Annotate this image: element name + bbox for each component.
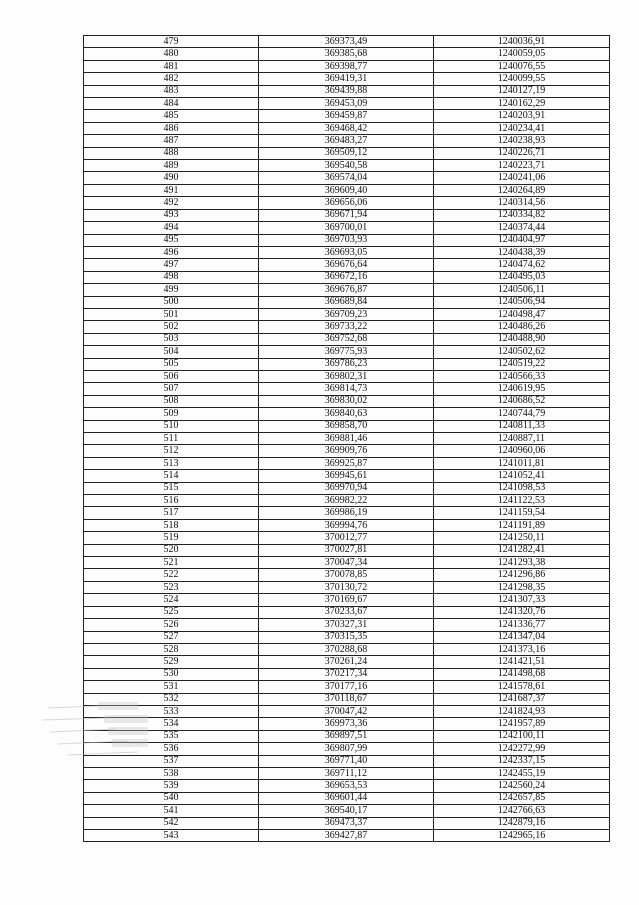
x-coordinate-cell: 369373,49 [259, 36, 434, 48]
table-row [84, 495, 610, 507]
x-coordinate-cell: 369700,01 [259, 222, 434, 234]
table-row [84, 321, 610, 333]
y-coordinate-cell: 1240334,82 [434, 209, 610, 221]
table-row [84, 544, 610, 556]
table-row [84, 656, 610, 668]
table-row [84, 408, 610, 420]
x-coordinate-cell: 369973,36 [259, 718, 434, 730]
y-coordinate-cell: 1240226,71 [434, 147, 610, 159]
y-coordinate-cell: 1242100,11 [434, 730, 610, 742]
y-coordinate-cell: 1240744,79 [434, 408, 610, 420]
y-coordinate-cell: 1241296,86 [434, 569, 610, 581]
table-row [84, 830, 610, 842]
point-number-cell: 501 [84, 308, 259, 320]
y-coordinate-cell: 1241307,33 [434, 594, 610, 606]
point-number-cell: 500 [84, 296, 259, 308]
y-coordinate-cell: 1242766,63 [434, 805, 610, 817]
y-coordinate-cell: 1240127,19 [434, 85, 610, 97]
y-coordinate-cell: 1240223,71 [434, 160, 610, 172]
x-coordinate-cell: 369689,84 [259, 296, 434, 308]
table-row [84, 581, 610, 593]
y-coordinate-cell: 1240264,89 [434, 184, 610, 196]
y-coordinate-cell: 1242657,85 [434, 792, 610, 804]
y-coordinate-cell: 1240566,33 [434, 370, 610, 382]
point-number-cell: 482 [84, 73, 259, 85]
x-coordinate-cell: 370217,34 [259, 668, 434, 680]
x-coordinate-cell: 369453,09 [259, 98, 434, 110]
y-coordinate-cell: 1240619,95 [434, 383, 610, 395]
table-row [84, 160, 610, 172]
x-coordinate-cell: 369970,94 [259, 482, 434, 494]
point-number-cell: 479 [84, 36, 259, 48]
point-number-cell: 518 [84, 519, 259, 531]
y-coordinate-cell: 1240519,22 [434, 358, 610, 370]
x-coordinate-cell: 369473,37 [259, 817, 434, 829]
table-row [84, 197, 610, 209]
x-coordinate-cell: 370047,42 [259, 705, 434, 717]
point-number-cell: 513 [84, 457, 259, 469]
y-coordinate-cell: 1241098,53 [434, 482, 610, 494]
table-row [84, 705, 610, 717]
table-row [84, 730, 610, 742]
y-coordinate-cell: 1242272,99 [434, 743, 610, 755]
x-coordinate-cell: 370169,67 [259, 594, 434, 606]
y-coordinate-cell: 1240811,33 [434, 420, 610, 432]
point-number-cell: 535 [84, 730, 259, 742]
table-row [84, 718, 610, 730]
x-coordinate-cell: 370177,16 [259, 681, 434, 693]
point-number-cell: 492 [84, 197, 259, 209]
y-coordinate-cell: 1240502,62 [434, 346, 610, 358]
point-number-cell: 490 [84, 172, 259, 184]
y-coordinate-cell: 1240474,62 [434, 259, 610, 271]
point-number-cell: 516 [84, 495, 259, 507]
point-number-cell: 484 [84, 98, 259, 110]
point-number-cell: 483 [84, 85, 259, 97]
table-row [84, 135, 610, 147]
table-row [84, 122, 610, 134]
y-coordinate-cell: 1240498,47 [434, 308, 610, 320]
y-coordinate-cell: 1240404,97 [434, 234, 610, 246]
point-number-cell: 507 [84, 383, 259, 395]
table-row [84, 780, 610, 792]
point-number-cell: 499 [84, 284, 259, 296]
coordinates-table-body [84, 36, 610, 842]
point-number-cell: 543 [84, 830, 259, 842]
y-coordinate-cell: 1240960,06 [434, 445, 610, 457]
table-row [84, 606, 610, 618]
y-coordinate-cell: 1240234,41 [434, 122, 610, 134]
y-coordinate-cell: 1241293,38 [434, 557, 610, 569]
y-coordinate-cell: 1241320,76 [434, 606, 610, 618]
y-coordinate-cell: 1241347,04 [434, 631, 610, 643]
table-row [84, 519, 610, 531]
point-number-cell: 496 [84, 246, 259, 258]
x-coordinate-cell: 369693,05 [259, 246, 434, 258]
point-number-cell: 489 [84, 160, 259, 172]
point-number-cell: 530 [84, 668, 259, 680]
x-coordinate-cell: 369427,87 [259, 830, 434, 842]
x-coordinate-cell: 369945,61 [259, 470, 434, 482]
y-coordinate-cell: 1240686,52 [434, 395, 610, 407]
table-row [84, 246, 610, 258]
table-row [84, 457, 610, 469]
table-row [84, 470, 610, 482]
x-coordinate-cell: 369656,06 [259, 197, 434, 209]
x-coordinate-cell: 369925,87 [259, 457, 434, 469]
x-coordinate-cell: 369672,16 [259, 271, 434, 283]
table-row [84, 73, 610, 85]
x-coordinate-cell: 370233,67 [259, 606, 434, 618]
x-coordinate-cell: 369653,53 [259, 780, 434, 792]
x-coordinate-cell: 369676,87 [259, 284, 434, 296]
x-coordinate-cell: 369711,12 [259, 767, 434, 779]
point-number-cell: 526 [84, 619, 259, 631]
x-coordinate-cell: 370012,77 [259, 532, 434, 544]
point-number-cell: 493 [84, 209, 259, 221]
x-coordinate-cell: 370327,31 [259, 619, 434, 631]
point-number-cell: 528 [84, 643, 259, 655]
y-coordinate-cell: 1241052,41 [434, 470, 610, 482]
y-coordinate-cell: 1240438,39 [434, 246, 610, 258]
point-number-cell: 510 [84, 420, 259, 432]
x-coordinate-cell: 369419,31 [259, 73, 434, 85]
point-number-cell: 523 [84, 581, 259, 593]
y-coordinate-cell: 1241159,54 [434, 507, 610, 519]
point-number-cell: 524 [84, 594, 259, 606]
y-coordinate-cell: 1241957,89 [434, 718, 610, 730]
table-row [84, 532, 610, 544]
point-number-cell: 505 [84, 358, 259, 370]
x-coordinate-cell: 370118,67 [259, 693, 434, 705]
point-number-cell: 514 [84, 470, 259, 482]
table-row [84, 110, 610, 122]
y-coordinate-cell: 1240506,94 [434, 296, 610, 308]
table-row [84, 48, 610, 60]
point-number-cell: 522 [84, 569, 259, 581]
y-coordinate-cell: 1241824,93 [434, 705, 610, 717]
y-coordinate-cell: 1240506,11 [434, 284, 610, 296]
x-coordinate-cell: 369676,64 [259, 259, 434, 271]
point-number-cell: 537 [84, 755, 259, 767]
y-coordinate-cell: 1240036,91 [434, 36, 610, 48]
y-coordinate-cell: 1240059,05 [434, 48, 610, 60]
table-row [84, 284, 610, 296]
coordinates-table [83, 35, 610, 842]
table-row [84, 36, 610, 48]
point-number-cell: 498 [84, 271, 259, 283]
x-coordinate-cell: 369858,70 [259, 420, 434, 432]
x-coordinate-cell: 369601,44 [259, 792, 434, 804]
table-row [84, 681, 610, 693]
point-number-cell: 512 [84, 445, 259, 457]
y-coordinate-cell: 1240495,03 [434, 271, 610, 283]
x-coordinate-cell: 369909,76 [259, 445, 434, 457]
x-coordinate-cell: 369786,23 [259, 358, 434, 370]
point-number-cell: 515 [84, 482, 259, 494]
point-number-cell: 539 [84, 780, 259, 792]
table-row [84, 507, 610, 519]
y-coordinate-cell: 1240099,55 [434, 73, 610, 85]
y-coordinate-cell: 1241578,61 [434, 681, 610, 693]
x-coordinate-cell: 369982,22 [259, 495, 434, 507]
x-coordinate-cell: 370261,24 [259, 656, 434, 668]
table-row [84, 631, 610, 643]
table-row [84, 308, 610, 320]
table-row [84, 271, 610, 283]
x-coordinate-cell: 369802,31 [259, 370, 434, 382]
table-row [84, 693, 610, 705]
point-number-cell: 487 [84, 135, 259, 147]
y-coordinate-cell: 1241498,68 [434, 668, 610, 680]
x-coordinate-cell: 370047,34 [259, 557, 434, 569]
point-number-cell: 495 [84, 234, 259, 246]
point-number-cell: 529 [84, 656, 259, 668]
point-number-cell: 506 [84, 370, 259, 382]
table-row [84, 222, 610, 234]
point-number-cell: 497 [84, 259, 259, 271]
x-coordinate-cell: 369509,12 [259, 147, 434, 159]
x-coordinate-cell: 369830,02 [259, 395, 434, 407]
x-coordinate-cell: 369540,17 [259, 805, 434, 817]
y-coordinate-cell: 1240488,90 [434, 333, 610, 345]
x-coordinate-cell: 369671,94 [259, 209, 434, 221]
x-coordinate-cell: 369775,93 [259, 346, 434, 358]
point-number-cell: 540 [84, 792, 259, 804]
table-row [84, 792, 610, 804]
table-row [84, 234, 610, 246]
point-number-cell: 525 [84, 606, 259, 618]
table-row [84, 358, 610, 370]
table-row [84, 569, 610, 581]
x-coordinate-cell: 369609,40 [259, 184, 434, 196]
x-coordinate-cell: 369385,68 [259, 48, 434, 60]
table-row [84, 619, 610, 631]
point-number-cell: 536 [84, 743, 259, 755]
x-coordinate-cell: 369986,19 [259, 507, 434, 519]
y-coordinate-cell: 1242879,16 [434, 817, 610, 829]
point-number-cell: 486 [84, 122, 259, 134]
point-number-cell: 521 [84, 557, 259, 569]
point-number-cell: 491 [84, 184, 259, 196]
point-number-cell: 519 [84, 532, 259, 544]
point-number-cell: 502 [84, 321, 259, 333]
y-coordinate-cell: 1241250,11 [434, 532, 610, 544]
x-coordinate-cell: 369840,63 [259, 408, 434, 420]
table-row [84, 805, 610, 817]
x-coordinate-cell: 369439,88 [259, 85, 434, 97]
point-number-cell: 541 [84, 805, 259, 817]
point-number-cell: 504 [84, 346, 259, 358]
table-row [84, 333, 610, 345]
x-coordinate-cell: 369468,42 [259, 122, 434, 134]
point-number-cell: 534 [84, 718, 259, 730]
table-row [84, 755, 610, 767]
table-row [84, 184, 610, 196]
y-coordinate-cell: 1240162,29 [434, 98, 610, 110]
x-coordinate-cell: 369881,46 [259, 433, 434, 445]
y-coordinate-cell: 1242455,19 [434, 767, 610, 779]
point-number-cell: 520 [84, 544, 259, 556]
y-coordinate-cell: 1240486,26 [434, 321, 610, 333]
point-number-cell: 494 [84, 222, 259, 234]
x-coordinate-cell: 369483,27 [259, 135, 434, 147]
point-number-cell: 509 [84, 408, 259, 420]
table-row [84, 743, 610, 755]
x-coordinate-cell: 370027,81 [259, 544, 434, 556]
y-coordinate-cell: 1241282,41 [434, 544, 610, 556]
table-row [84, 98, 610, 110]
point-number-cell: 531 [84, 681, 259, 693]
table-row [84, 445, 610, 457]
x-coordinate-cell: 369897,51 [259, 730, 434, 742]
x-coordinate-cell: 369752,68 [259, 333, 434, 345]
y-coordinate-cell: 1240076,55 [434, 60, 610, 72]
x-coordinate-cell: 370078,85 [259, 569, 434, 581]
point-number-cell: 527 [84, 631, 259, 643]
x-coordinate-cell: 369709,23 [259, 308, 434, 320]
point-number-cell: 480 [84, 48, 259, 60]
table-row [84, 557, 610, 569]
y-coordinate-cell: 1241122,53 [434, 495, 610, 507]
table-row [84, 209, 610, 221]
x-coordinate-cell: 369807,99 [259, 743, 434, 755]
point-number-cell: 542 [84, 817, 259, 829]
table-row [84, 147, 610, 159]
y-coordinate-cell: 1241298,35 [434, 581, 610, 593]
y-coordinate-cell: 1240241,06 [434, 172, 610, 184]
table-row [84, 594, 610, 606]
x-coordinate-cell: 369733,22 [259, 321, 434, 333]
y-coordinate-cell: 1241011,81 [434, 457, 610, 469]
y-coordinate-cell: 1240238,93 [434, 135, 610, 147]
table-row [84, 172, 610, 184]
x-coordinate-cell: 369771,40 [259, 755, 434, 767]
point-number-cell: 481 [84, 60, 259, 72]
x-coordinate-cell: 370288,68 [259, 643, 434, 655]
y-coordinate-cell: 1241421,51 [434, 656, 610, 668]
point-number-cell: 533 [84, 705, 259, 717]
x-coordinate-cell: 370130,72 [259, 581, 434, 593]
x-coordinate-cell: 369814,73 [259, 383, 434, 395]
table-row [84, 767, 610, 779]
point-number-cell: 508 [84, 395, 259, 407]
y-coordinate-cell: 1241191,89 [434, 519, 610, 531]
y-coordinate-cell: 1241373,16 [434, 643, 610, 655]
table-row [84, 85, 610, 97]
y-coordinate-cell: 1241687,37 [434, 693, 610, 705]
x-coordinate-cell: 369459,87 [259, 110, 434, 122]
table-row [84, 420, 610, 432]
y-coordinate-cell: 1242560,24 [434, 780, 610, 792]
table-row [84, 383, 610, 395]
y-coordinate-cell: 1241336,77 [434, 619, 610, 631]
table-row [84, 668, 610, 680]
point-number-cell: 488 [84, 147, 259, 159]
table-row [84, 817, 610, 829]
table-row [84, 433, 610, 445]
table-row [84, 395, 610, 407]
point-number-cell: 503 [84, 333, 259, 345]
y-coordinate-cell: 1240314,56 [434, 197, 610, 209]
point-number-cell: 538 [84, 767, 259, 779]
point-number-cell: 532 [84, 693, 259, 705]
x-coordinate-cell: 369703,93 [259, 234, 434, 246]
table-row [84, 296, 610, 308]
point-number-cell: 485 [84, 110, 259, 122]
table-row [84, 370, 610, 382]
table-row [84, 643, 610, 655]
x-coordinate-cell: 369398,77 [259, 60, 434, 72]
y-coordinate-cell: 1242337,15 [434, 755, 610, 767]
table-row [84, 346, 610, 358]
x-coordinate-cell: 370315,35 [259, 631, 434, 643]
table-row [84, 60, 610, 72]
x-coordinate-cell: 369994,76 [259, 519, 434, 531]
y-coordinate-cell: 1240374,44 [434, 222, 610, 234]
y-coordinate-cell: 1240887,11 [434, 433, 610, 445]
table-row [84, 482, 610, 494]
table-row [84, 259, 610, 271]
x-coordinate-cell: 369540,58 [259, 160, 434, 172]
y-coordinate-cell: 1242965,16 [434, 830, 610, 842]
point-number-cell: 511 [84, 433, 259, 445]
point-number-cell: 517 [84, 507, 259, 519]
y-coordinate-cell: 1240203,91 [434, 110, 610, 122]
x-coordinate-cell: 369574,04 [259, 172, 434, 184]
